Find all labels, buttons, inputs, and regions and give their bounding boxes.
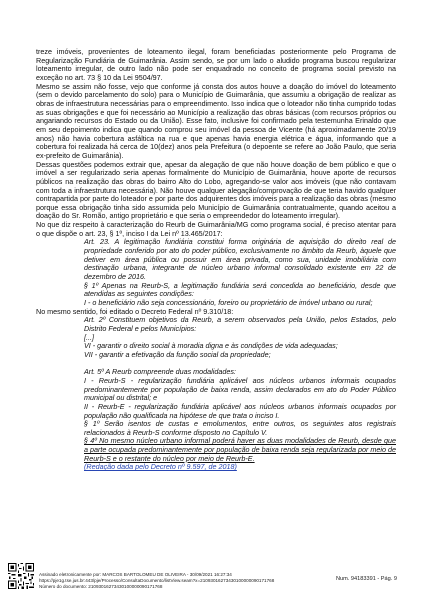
document-url[interactable]: https://pje1g.tse.jus.br:443/pje/Processo/ConsultaDocumento/listView.seam?x=21093016273430100000090171768 bbox=[39, 578, 275, 583]
law-quote-art23-inc1: I - o beneficiário não seja concessionário, foreiro ou proprietário de imóvel urbano ou rural; bbox=[84, 298, 373, 308]
paragraph: treze imóveis, provenientes de loteamento ilegal, foram beneficiadas posteriormente pelo Programa de Regularização Fundiária de Guimarânia. Assim sendo, se por um lado o aludido programa buscou regularizar loteamento irregular, de outro lado não pode ser enquadrado no conceito de programa social previsto na exceção no art. 73 § 10 da Lei 9504/97. bbox=[36, 47, 396, 82]
paragraph: No mesmo sentido, foi editado o Decreto Federal nº 9.310/18: bbox=[36, 306, 234, 316]
decree-quote-reurb-e: II - Reurb-E - regularização fundiária aplicável aos núcleos urbanos informais ocupados por população não qualificada na hipótese de que trata o inciso I. bbox=[84, 401, 396, 420]
decree-quote-ellipsis: [...] bbox=[84, 332, 94, 342]
decree-quote-par4-text: § 4º No mesmo núcleo urbano informal poderá haver as duas modalidades de Reurb, desde que a parte ocupada predominantemente por população de baixa renda seja regularizada por meio de Reurb-S e o restante do núcleo por meio de Reurb-E. bbox=[84, 436, 396, 463]
decree-quote-vi: VI - garantir o direito social à moradia digna e às condições de vida adequadas; bbox=[84, 341, 338, 351]
document-number: Número do documento: 21093016273430100000090171768 bbox=[39, 584, 163, 589]
decree-redaction-link[interactable]: (Redação dada pelo Decreto nº 9.597, de 2018) bbox=[84, 462, 237, 472]
decree-quote-par1: § 1º Serão isentos de custas e emolumentos, entre outros, os seguintes atos registrais relacionados à Reurb-S conforme disposto no Capítulo V. bbox=[84, 419, 396, 437]
paragraph: Mesmo se assim não fosse, vejo que conforme já consta dos autos houve a doação do imóvel do loteamento (sem o devido parcelamento do solo) para o Município de Guimarânia, que assumiu a obrigação de realizar as obras de infraestrutura necessárias para o empreendimento. Isso indica que o loteador não tinha cumprido todas as suas obrigações e que foi necessário ao Município a realização das obras básicas (com recursos próprios ou angariando recursos do Estado ou da União). Esse fato, inclusive foi confirmado pela testemunha Erinaldo que em seu depoimento indica que quando comprou seu imóvel da pessoa de Vicente (há aproximadamente 20/19 anos) não havia cobertura asfáltica na rua e que apenas havia energia elétrica e água, informando que a cobertura foi realizada há cerca de 10(dez) anos pela Prefeitura (o depoente se refere ao João Paulo, que seria ex-prefeito de Guimarânia). bbox=[36, 81, 396, 160]
paragraph: Dessas questões podemos extrair que, apesar da alegação de que não houve doação de bem público e que o imóvel a ser regularizado seria apenas formalmente do Município de Guimarânia, houve aporte de recursos públicos na realização das obras do bairro Alto do Lobo, agregando-se valor aos imóveis (que não contavam com toda a infraestrutura necessária). Não houve qualquer alegação/comprovação de que teria havido qualquer contrapartida por parte do loteador e por parte dos adquirentes dos imóveis para a realização das obras (mesmo porque essa obrigação tinha sido assumida pelo Município de Guimarânia contratualmente, quando aceitou a doação do Sr. Romão, antigo proprietário e que seria o empreendedor do loteamento irregular). bbox=[36, 159, 396, 221]
decree-quote-reurb-s: I - Reurb-S - regularização fundiária aplicável aos núcleos urbanos informais ocupados predominantemente por população de baixa renda, assim declarados em ato do Poder Público municipal ou distrital; e bbox=[84, 375, 396, 403]
signature-line: Assinado eletronicamente por: MARCOS BARTOLOMEU DE OLIVEIRA - 30/09/2021 16:27:34 bbox=[39, 572, 232, 577]
qr-code-icon bbox=[8, 563, 34, 589]
decree-quote-par4 bbox=[84, 437, 396, 472]
law-quote-art23: Art. 23. A legitimação fundiária constitui forma originária de aquisição do direito real de propriedade conferido por ato do poder público, exclusivamente no âmbito da Reurb, àquele que detiver em área pública ou possuir em área privada, como sua, unidade imobiliária com destinação urbana, integrante de núcleo urbano informal consolidado existente em 22 de dezembro de 2016. bbox=[84, 237, 396, 282]
law-quote-art23-par1: § 1º Apenas na Reurb-S, a legitimação fundiária será concedida ao beneficiário, desde que atendidas as seguintes condições: bbox=[84, 280, 396, 299]
page-number: Num. 94183391 - Pág. 9 bbox=[336, 576, 397, 582]
paragraph: No que diz respeito à caracterização do Reurb de Guimarânia/MG como programa social, é preciso atentar para o que dispõe o art. 23, § 1º, inciso I da Lei nº 13.465/2017: bbox=[36, 220, 396, 238]
decree-quote-art5: Art. 5º A Reurb compreende duas modalidades: bbox=[84, 367, 236, 377]
document-body bbox=[36, 48, 396, 472]
decree-quote-vii: VII - garantir a efetivação da função social da propriedade; bbox=[84, 349, 271, 359]
decree-quote-art2: Art. 2º Constituem objetivos da Reurb, a serem observados pela União, pelos Estados, pelo Distrito Federal e pelos Municípios: bbox=[84, 315, 396, 333]
